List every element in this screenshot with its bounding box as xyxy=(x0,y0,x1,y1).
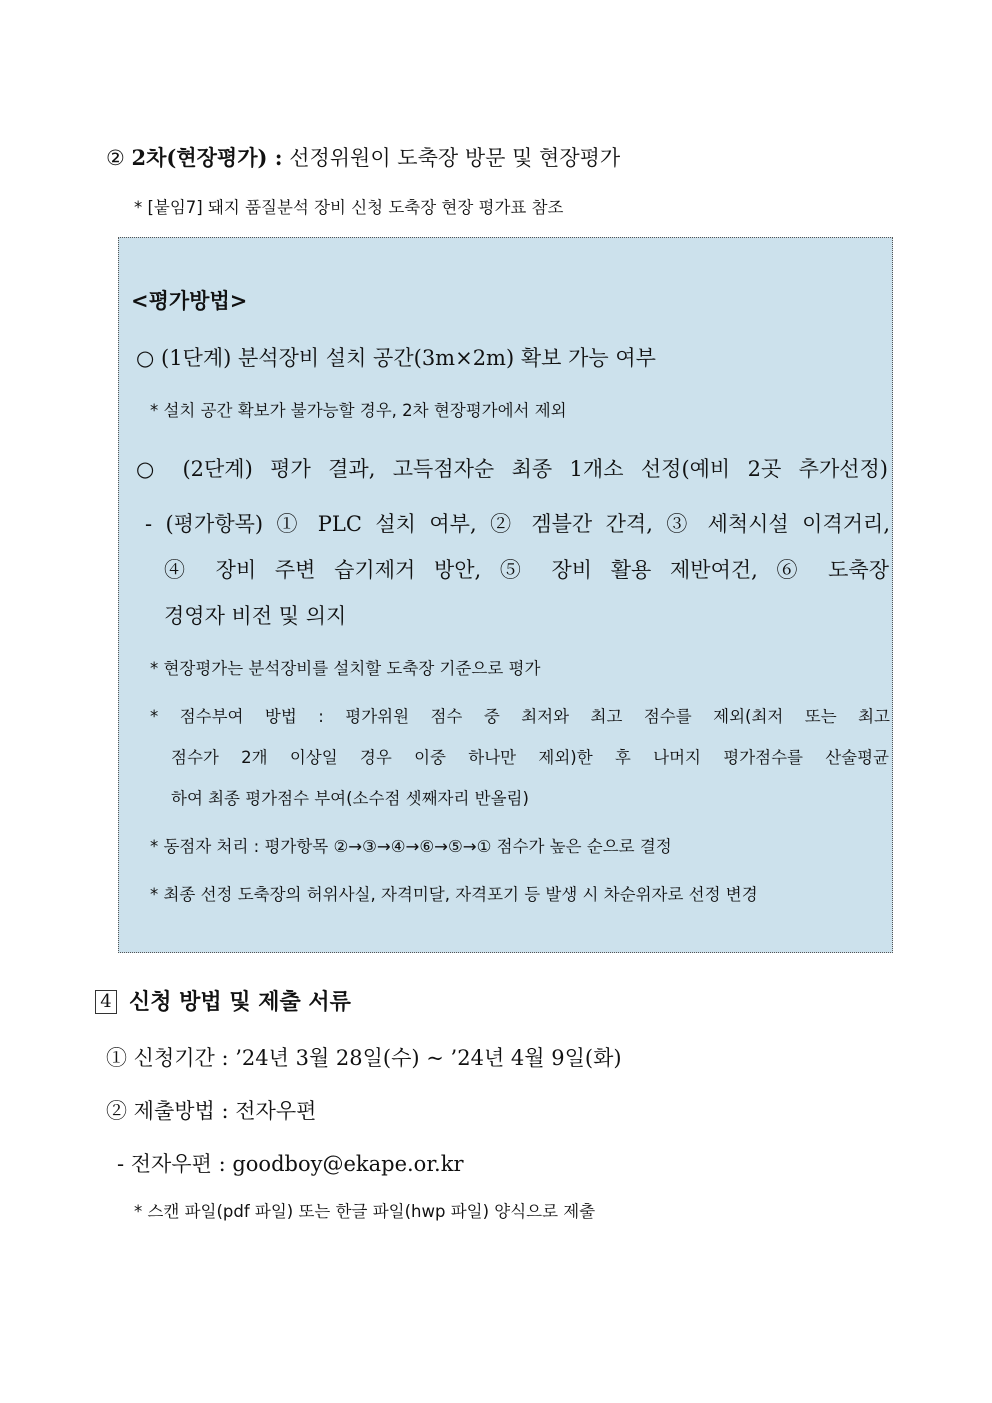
section4-title: 신청 방법 및 제출 서류 xyxy=(129,989,351,1015)
evaluation-items-line2: ④ 장비 주변 습기제거 방안, ⑤ 장비 활용 제반여건, ⑥ 도축장 xyxy=(164,558,889,582)
submission-method: ② 제출방법 : 전자우편 xyxy=(106,1099,317,1123)
step2-description: 선정위원이 도축장 방문 및 현장평가 xyxy=(289,146,621,170)
section4-heading xyxy=(95,985,351,1016)
email-note: * 스캔 파일(pdf 파일) 또는 한글 파일(hwp 파일) 양식으로 제출 xyxy=(134,1202,596,1221)
step2-marker: ② xyxy=(106,146,125,170)
note-tie-break: * 동점자 처리 : 평가항목 ②→③→④→⑥→⑤→① 점수가 높은 순으로 결정 xyxy=(150,837,672,856)
note-site-evaluation: * 현장평가는 분석장비를 설치할 도축장 기준으로 평가 xyxy=(150,659,541,678)
evaluation-items-line1: - (평가항목) ① PLC 설치 여부, ② 겜블간 간격, ③ 세척시설 이격거리, xyxy=(145,512,890,536)
step2-title: 2차(현장평가) : xyxy=(131,145,283,170)
note-final-selection: * 최종 선정 도축장의 허위사실, 자격미달, 자격포기 등 발생 시 차순위자로 선정 변경 xyxy=(150,885,758,904)
note-scoring-line1: * 점수부여 방법 : 평가위원 점수 중 최저와 최고 점수를 제외(최저 또는 최고 xyxy=(150,707,890,726)
stage1-note: * 설치 공간 확보가 불가능할 경우, 2차 현장평가에서 제외 xyxy=(150,401,567,420)
evaluation-heading: <평가방법> xyxy=(131,288,248,313)
step2-line xyxy=(106,142,620,172)
note-scoring-line3: 하여 최종 평가점수 부여(소수점 셋째자리 반올림) xyxy=(171,789,529,808)
note-scoring-line2: 점수가 2개 이상일 경우 이중 하나만 제외)한 후 나머지 평가점수를 산술평균 xyxy=(171,748,889,767)
step2-note: * [붙임7] 돼지 품질분석 장비 신청 도축장 현장 평가표 참조 xyxy=(134,198,564,217)
evaluation-items-line3: 경영자 비전 및 의지 xyxy=(164,604,347,628)
application-period: ① 신청기간 : ’24년 3월 28일(수) ~ ’24년 4월 9일(화) xyxy=(106,1046,622,1070)
section-number-box: 4 xyxy=(95,990,117,1014)
stage1-text: ○ (1단계) 분석장비 설치 공간(3m×2m) 확보 가능 여부 xyxy=(136,346,656,370)
stage2-text: ○ (2단계) 평가 결과, 고득점자순 최종 1개소 선정(예비 2곳 추가선정) xyxy=(136,457,888,481)
email-line: - 전자우편 : goodboy@ekape.or.kr xyxy=(117,1152,464,1176)
